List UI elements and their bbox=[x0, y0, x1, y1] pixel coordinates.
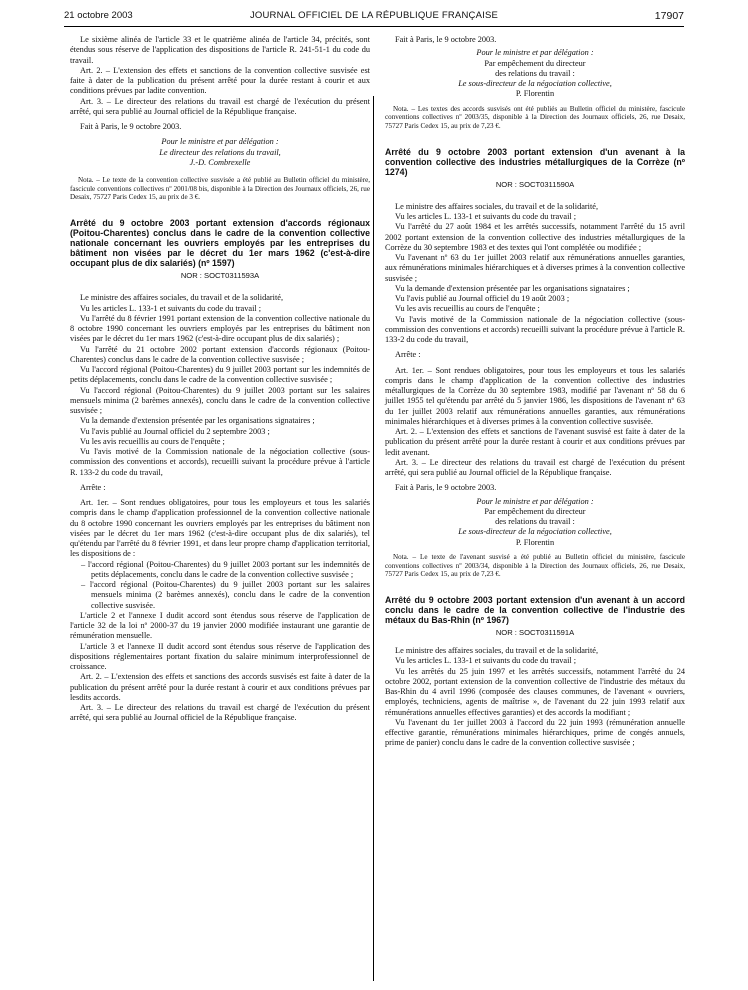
paragraph: Vu l'avenant nº 63 du 1er juillet 2003 relatif aux rémunérations annuelles garanties, aux rémunérations minimales hiérarchiques et à diverses primes à la convention collective susvisée ; bbox=[385, 253, 685, 283]
centered-line: P. Florentin bbox=[515, 537, 555, 547]
paragraph: Arrête : bbox=[80, 482, 106, 492]
paragraph: L'article 2 et l'annexe I dudit accord sont étendus sous réserve de l'application de l'article 32 de la loi nº 2000-37 du 19 janvier 2000 modifiée instaurant une garantie de rémunération mensuelle. bbox=[70, 610, 370, 641]
paragraph: Le ministre des affaires sociales, du travail et de la solidarité, bbox=[395, 646, 599, 656]
paragraph: Art. 1er. – Sont rendues obligatoires, pour tous les employeurs et tous les salariés compris dans le champ d'application professionnel de la convention collective nationale du 8 octobre 1990 concernant les ouvriers employés par les entreprises du bâtiment non visées par le décret du 1er mars 1962 (c'est-à-dire occupant plus de dix salariés), tel qu'étendu par l'arrêté du 8 février 1991, et dans leur propre champ d'application territorial, les dispositions de : bbox=[70, 498, 370, 559]
paragraph: Vu l'accord régional (Poitou-Charentes) du 9 juillet 2003 portant sur les salaires mensuels minima (2 barèmes annexés), conclu dans le cadre de la convention collective susvisée ; bbox=[70, 385, 370, 416]
paragraph: Art. 2. – L'extension des effets et sanctions de l'avenant susvisé est faite à dater de la publication du présent arrêté pour la durée restant à courir et aux conditions prévues par ledit avenant. bbox=[385, 427, 685, 457]
header-rule bbox=[64, 26, 684, 27]
centered-line: Par empêchement du directeur bbox=[484, 58, 586, 68]
nor-reference: NOR : SOCT0311593A bbox=[180, 271, 260, 281]
paragraph: Art. 3. – Le directeur des relations du travail est chargé de l'exécution du présent arrêté, qui sera publié au Journal officiel de la République française. bbox=[385, 457, 685, 478]
paragraph: Arrête : bbox=[395, 350, 421, 360]
paragraph: Vu l'arrêté du 27 août 1984 et les arrêtés successifs, notamment l'arrêté du 15 avril 2002 portant extension de la convention collective des industries métallurgiques de la Corrèze du 30 septembre 1983 et des textes qui l'ont complétée ou modifiée ; bbox=[385, 222, 685, 252]
paragraph: Vu les articles L. 133-1 et suivants du code du travail ; bbox=[80, 303, 262, 313]
decree-heading: Arrêté du 9 octobre 2003 portant extension d'un avenant à la convention collective des industries métallurgiques de la Corrèze (nº 1274) bbox=[385, 146, 685, 177]
spacer bbox=[385, 190, 685, 202]
signature-line: Le directeur des relations du travail, bbox=[159, 147, 281, 157]
paragraph: Art. 3. – Le directeur des relations du travail est chargé de l'exécution du présent arrêté, qui sera publié au Journal officiel de la République française. bbox=[70, 703, 370, 723]
signature-line: Pour le ministre et par délégation : bbox=[476, 496, 594, 506]
spacer bbox=[385, 638, 685, 646]
paragraph: Vu l'avis motivé de la Commission nationale de la négociation collective (sous-commission des conventions et accords), recueilli suivant la procédure prévue à l'article R. 133-2 du code du travail, bbox=[70, 447, 370, 477]
journal-title: JOURNAL OFFICIEL DE LA RÉPUBLIQUE FRANÇAISE bbox=[249, 10, 499, 21]
spacer bbox=[70, 168, 370, 176]
paragraph: Vu l'avis publié au Journal officiel du 19 août 2003 ; bbox=[395, 294, 570, 304]
centered-line: des relations du travail : bbox=[495, 68, 575, 78]
header-date: 21 octobre 2003 bbox=[64, 10, 133, 21]
signature-line: J.-D. Combrexelle bbox=[189, 157, 251, 167]
paragraph: Vu les avis recueillis au cours de l'enquête ; bbox=[395, 304, 540, 314]
signature-line: Pour le ministre et par délégation : bbox=[161, 137, 279, 147]
centered-line: Par empêchement du directeur bbox=[484, 506, 586, 516]
column-divider bbox=[373, 96, 374, 981]
spacer bbox=[385, 131, 685, 147]
signature-line: Pour le ministre et par délégation : bbox=[476, 48, 594, 58]
signature-line: Le sous-directeur de la négociation collective, bbox=[458, 79, 612, 88]
paragraph: Art. 2. – L'extension des effets et sanctions des accords susvisés est faite à dater de la publication du présent arrêté pour la durée restant à courir et aux conditions prévues par lesdits accords. bbox=[70, 672, 370, 702]
paragraph: Art. 1er. – Sont rendues obligatoires, pour tous les employeurs et tous les salariés compris dans le champ d'application de la convention collective des industries métallurgiques de la Corrèze du 30 septembre 1983, modifié par l'avenant nº 58 du 6 juillet 1955 tel qu'étendu par arrêté du 5 janvier 1986, les dispositions de l'avenant nº 63 du 1er juillet 2003 relatif aux rémunérations annuelles garanties, aux rémunérations minimales hiérarchiques et à diverses primes à la convention collective susvisée. bbox=[385, 365, 685, 426]
paragraph: Fait à Paris, le 9 octobre 2003. bbox=[80, 122, 182, 131]
paragraph: Vu les articles L. 133-1 et suivants du code du travail ; bbox=[395, 212, 577, 222]
paragraph: Vu les avis recueillis au cours de l'enquête ; bbox=[80, 436, 225, 446]
paragraph: Vu l'avis publié au Journal officiel du 2 septembre 2003 ; bbox=[80, 426, 270, 436]
page-header bbox=[64, 10, 684, 24]
paragraph: Le ministre des affaires sociales, du travail et de la solidarité, bbox=[395, 201, 599, 211]
paragraph: Art. 3. – Le directeur des relations du travail est chargé de l'exécution du présent arrêté, qui sera publié au Journal officiel de la République française. bbox=[70, 96, 370, 116]
left-column bbox=[70, 35, 370, 724]
paragraph: Le sixième alinéa de l'article 33 et le quatrième alinéa de l'article 34, précités, sont étendus sous réserve de l'application des dispositions de l'article R. 241-51-1 du code du travail. bbox=[70, 35, 370, 65]
nota-note: Nota. – Les textes des accords susvisés ont été publiés au Bulletin officiel du ministère, fascicule conventions collectives nº 2003/35, disponible à la Direction des Journaux officiels, 26, rue Desaix, 75727 Paris Cedex 15, au prix de 7,23 €. bbox=[385, 104, 685, 130]
paragraph: Fait à Paris, le 9 octobre 2003. bbox=[395, 483, 497, 493]
nor-reference: NOR : SOCT0311591A bbox=[495, 627, 575, 637]
nota-note: Nota. – Le texte de l'avenant susvisé a été publié au Bulletin officiel du ministère, fascicule conventions collectives nº 2003/34, disponible à la Direction des Journaux officiels, 26, rue Desaix, 75727 Paris Cedex 15, au prix de 7,23 €. bbox=[385, 552, 685, 579]
paragraph: Vu l'avis motivé de la Commission nationale de la négociation collective (sous-commission des conventions et accords) recueilli suivant la procédure prévue à l'article R. 133-2 du code du travail, bbox=[385, 314, 685, 345]
paragraph: Vu l'arrêté du 8 février 1991 portant extension de la convention collective nationale du 8 octobre 1990 concernant les ouvriers employés par les entreprises du bâtiment non visées par le décret du 1er mars 1962 (c'est-à-dire occupant plus de dix salariés) ; bbox=[70, 313, 370, 344]
paragraph: Vu la demande d'extension présentée par les organisations signataires ; bbox=[80, 416, 315, 426]
paragraph: Vu l'avenant du 1er juillet 2003 à l'accord du 22 juin 1993 (rémunération annuelle effective garantie, rémunérations minimales hiérarchiques, prime de congés annuels, prime de panier) conclu dans le cadre de la convention collective susvisée ; bbox=[385, 717, 685, 748]
paragraph: L'article 3 et l'annexe II dudit accord sont étendus sous réserve de l'application des dispositions réglementaires portant fixation du salaire minimum interprofessionnel de croissance. bbox=[70, 641, 370, 672]
paragraph: Vu la demande d'extension présentée par les organisations signataires ; bbox=[395, 283, 630, 293]
decree-heading: Arrêté du 9 octobre 2003 portant extension d'accords régionaux (Poitou-Charentes) conclus dans le cadre de la convention collective nationale concernant les ouvriers employés par les entreprises du bâtiment non visées par le décret du 1er mars 1962 (c'est-à-dire occupant plus de dix salariés) (nº 1597) bbox=[70, 218, 370, 269]
list-item: – l'accord régional (Poitou-Charentes) du 9 juillet 2003 portant sur les indemnités de petits déplacements, conclu dans le cadre de la convention collective susvisée ; bbox=[81, 559, 370, 579]
nota-note: Nota. – Le texte de la convention collective susvisée a été publié au Bulletin officiel du ministère, fascicule conventions collectives nº 2001/08 bis, disponible à la Direction des Journaux officiels, 26, rue Desaix, 75727 Paris Cedex 15, au prix de 3 €. bbox=[70, 176, 370, 202]
paragraph: Art. 2. – L'extension des effets et sanctions de la convention collective susvisée est faite à dater de la publication du présent arrêté pour la durée restant à courir et aux conditions prévues par ladite convention. bbox=[70, 65, 370, 96]
centered-line: P. Florentin bbox=[515, 89, 555, 99]
page-number: 17907 bbox=[654, 10, 684, 22]
paragraph: Vu les arrêtés du 25 juin 1997 et les arrêtés successifs, notamment l'arrêté du 24 octobre 2002, portant extension de la convention collective de l'industrie des métaux du Bas-Rhin du 4 avril 1996 (composée des clauses communes, de l'avenant « ouvriers, employés, techniciens, agents de maîtrise », de l'avenant du 22 juin 1993 relatif aux rémunérations annuelles effectives garanties) et des accords la modifiant ; bbox=[385, 666, 685, 717]
paragraph: Vu l'accord régional (Poitou-Charentes) du 9 juillet 2003 portant sur les indemnités de petits déplacements, conclu dans le cadre de la convention collective susvisée ; bbox=[70, 365, 370, 385]
paragraph: Fait à Paris, le 9 octobre 2003. bbox=[395, 35, 497, 44]
right-column bbox=[385, 35, 685, 749]
centered-line: des relations du travail : bbox=[495, 517, 575, 527]
spacer bbox=[385, 579, 685, 595]
signature-line: Le sous-directeur de la négociation collective, bbox=[458, 527, 612, 537]
spacer bbox=[70, 202, 370, 218]
paragraph: Le ministre des affaires sociales, du travail et de la solidarité, bbox=[80, 293, 284, 303]
paragraph: Vu les articles L. 133-1 et suivants du code du travail ; bbox=[395, 656, 577, 666]
nor-reference: NOR : SOCT0311590A bbox=[495, 179, 575, 189]
spacer bbox=[70, 281, 370, 293]
paragraph: Vu l'arrêté du 21 octobre 2002 portant extension d'accords régionaux (Poitou-Charentes) conclus dans le cadre de la convention collective susvisée ; bbox=[70, 344, 370, 364]
decree-heading: Arrêté du 9 octobre 2003 portant extension d'un avenant à un accord conclu dans le cadre de la convention collective de l'industrie des métaux du Bas-Rhin (nº 1967) bbox=[385, 594, 685, 625]
list-item: – l'accord régional (Poitou-Charentes) du 9 juillet 2003 portant sur les salaires mensuels minima (2 barèmes annexés), conclu dans le cadre de la convention collective susvisée. bbox=[81, 580, 370, 610]
